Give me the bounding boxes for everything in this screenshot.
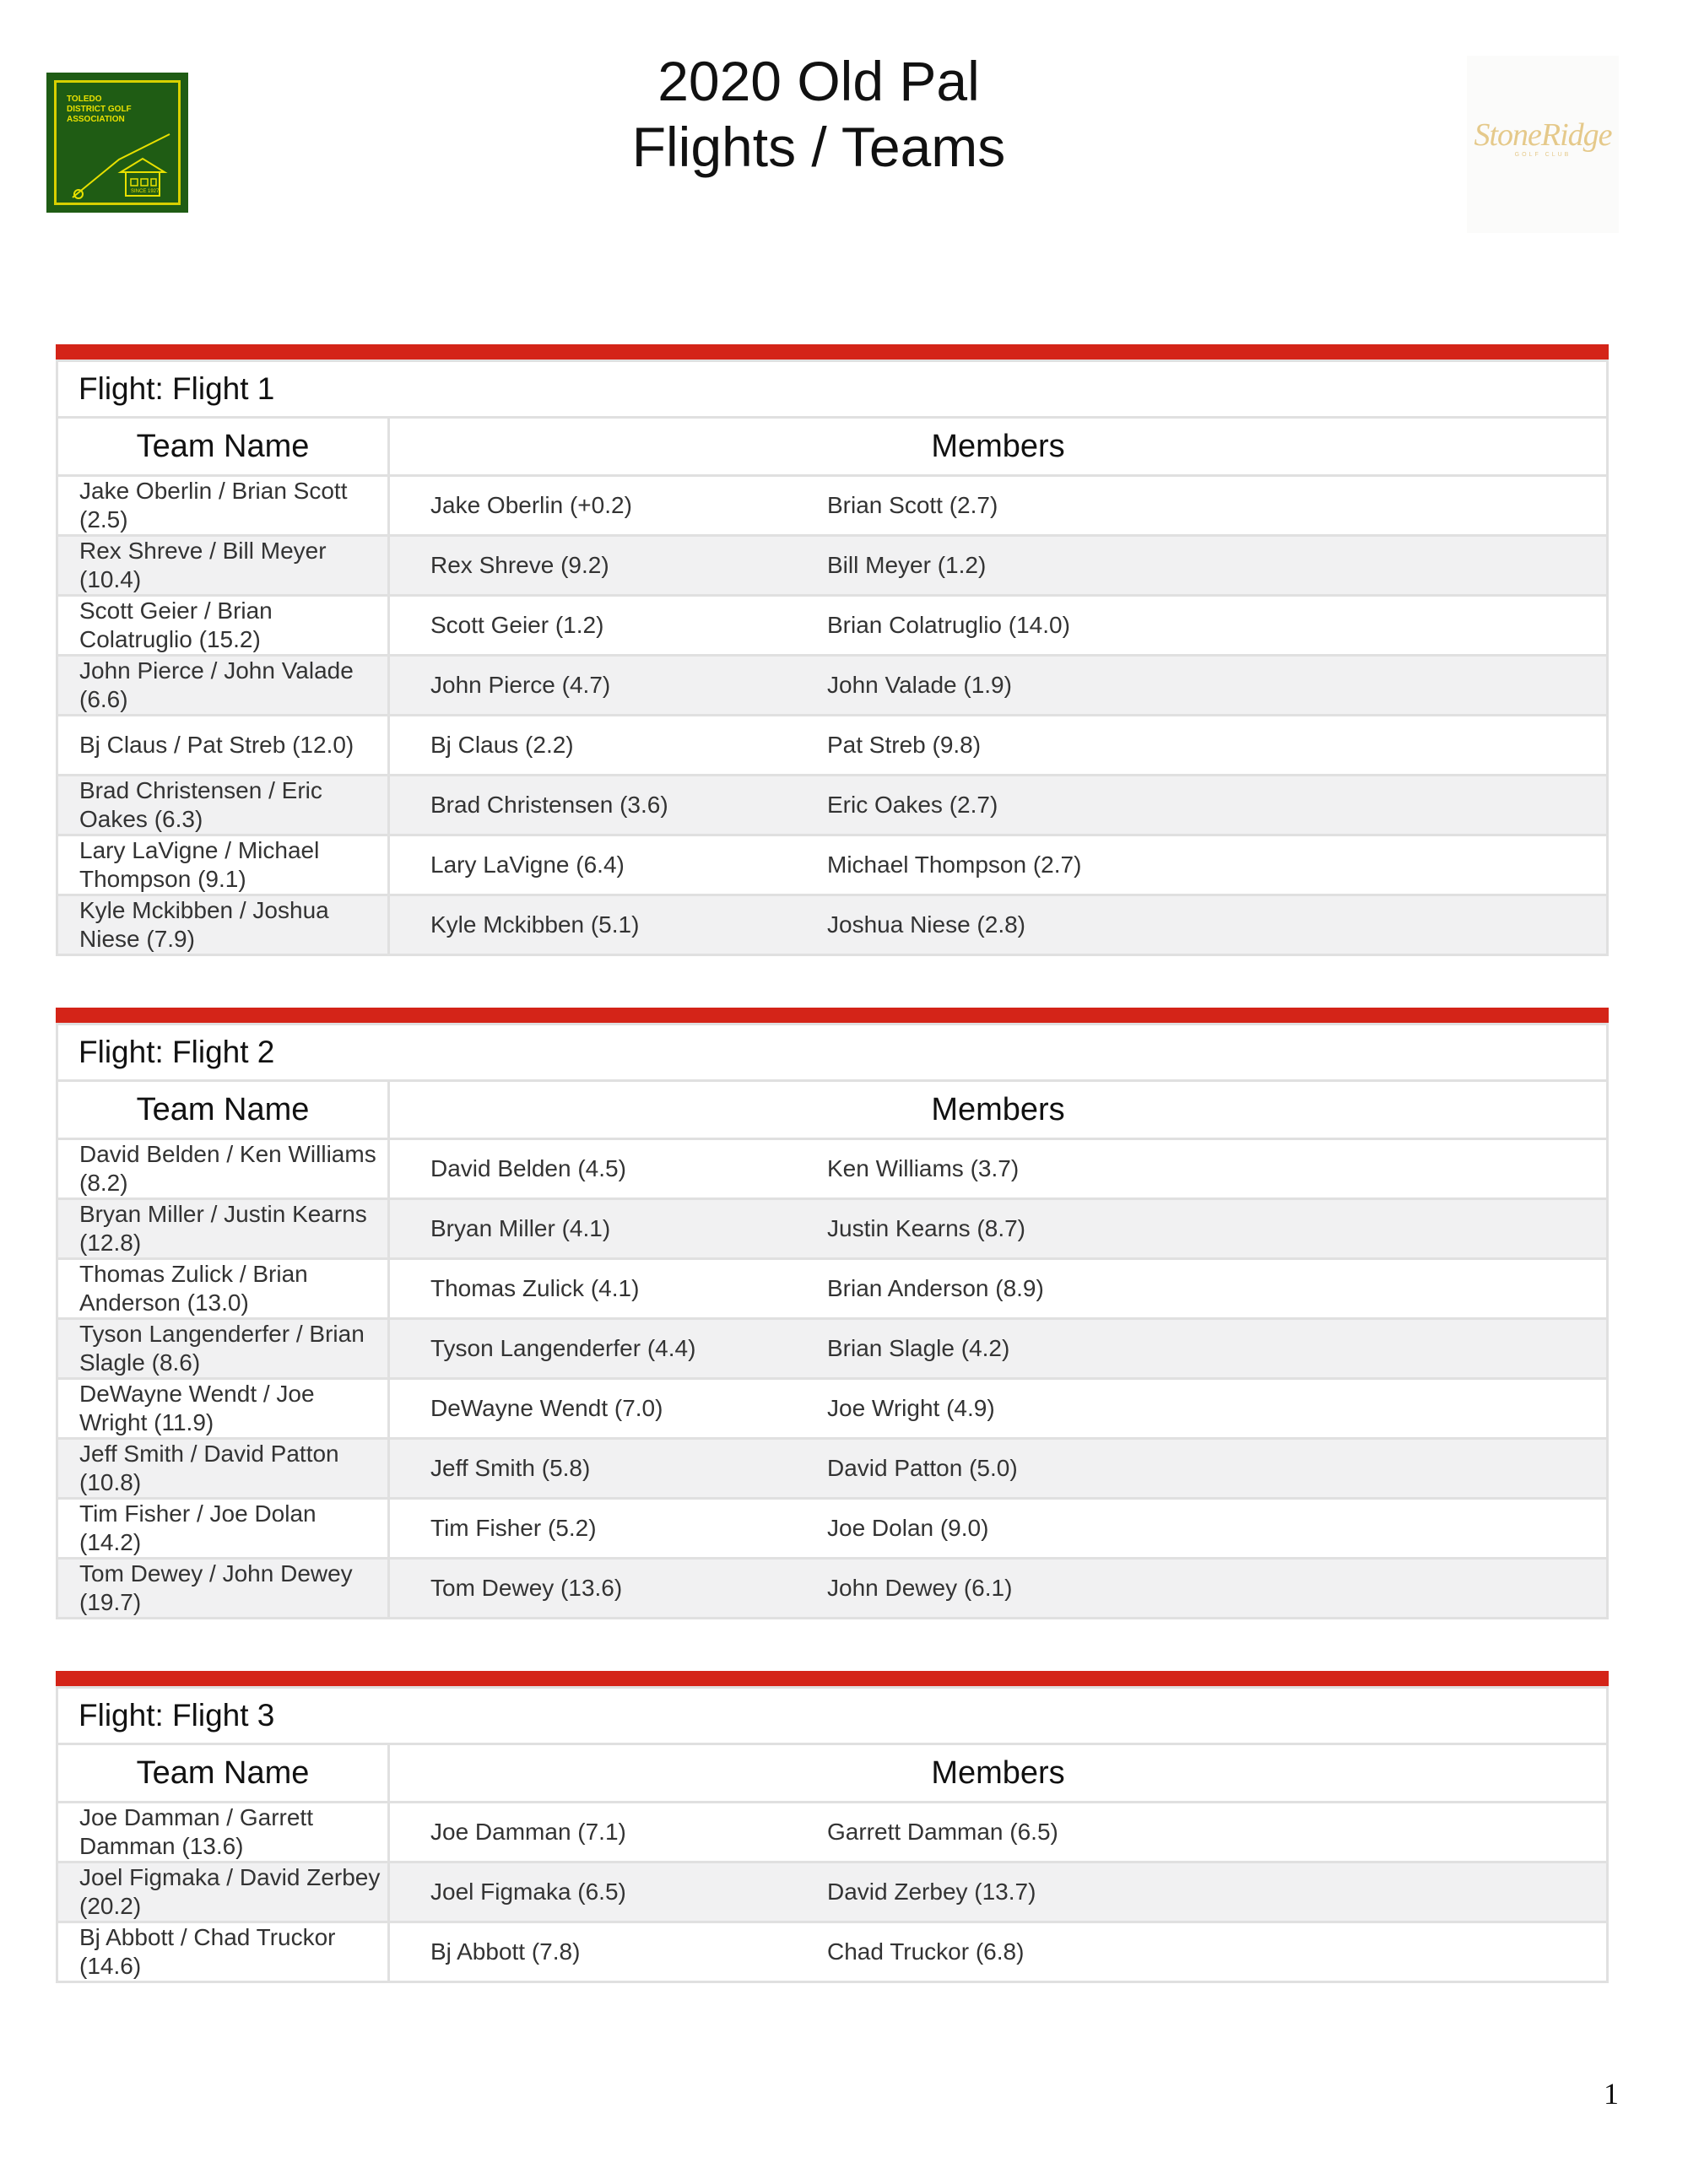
table-row — [57, 1922, 1608, 1982]
member-2: Brian Colatruglio (14.0) — [827, 612, 1070, 638]
member-1: Lary LaVigne (6.4) — [430, 851, 625, 878]
team-name: Thomas Zulick / Brian Anderson (13.0) — [57, 1259, 389, 1319]
table-row — [57, 895, 1608, 955]
team-name: Bj Claus / Pat Streb (12.0) — [57, 716, 389, 776]
flight-divider-bar — [56, 344, 1609, 359]
team-name-header: Team Name — [57, 418, 389, 476]
table-row — [57, 596, 1608, 656]
stoneridge-logo — [1467, 56, 1619, 233]
team-name: Joe Damman / Garrett Damman (13.6) — [57, 1803, 389, 1862]
team-name: Kyle Mckibben / Joshua Niese (7.9) — [57, 895, 389, 955]
team-name: Tom Dewey / John Dewey (19.7) — [57, 1559, 389, 1619]
member-1: Rex Shreve (9.2) — [430, 552, 609, 578]
member-2: Brian Scott (2.7) — [827, 492, 998, 518]
table-row — [57, 476, 1608, 536]
team-name: Tim Fisher / Joe Dolan (14.2) — [57, 1499, 389, 1559]
flight-3-table — [56, 1686, 1609, 1983]
team-name-header: Team Name — [57, 1081, 389, 1139]
table-row — [57, 835, 1608, 895]
members-header: Members — [389, 1744, 1608, 1803]
table-row — [57, 1499, 1608, 1559]
member-2: Michael Thompson (2.7) — [827, 851, 1082, 878]
members-header: Members — [389, 1081, 1608, 1139]
table-row — [57, 1559, 1608, 1619]
member-2: Ken Williams (3.7) — [827, 1155, 1020, 1181]
member-1: Bryan Miller (4.1) — [430, 1215, 611, 1241]
member-1: Kyle Mckibben (5.1) — [430, 911, 640, 938]
member-2: Pat Streb (9.8) — [827, 732, 982, 758]
team-name: Bj Abbott / Chad Truckor (14.6) — [57, 1922, 389, 1982]
golfer-house-icon — [68, 130, 178, 206]
team-name: Lary LaVigne / Michael Thompson (9.1) — [57, 835, 389, 895]
table-row — [57, 1199, 1608, 1259]
team-name: Rex Shreve / Bill Meyer (10.4) — [57, 536, 389, 596]
flight-divider-bar — [56, 1671, 1609, 1686]
member-1: Jake Oberlin (+0.2) — [430, 492, 632, 518]
member-2: John Valade (1.9) — [827, 672, 1012, 698]
team-name: Scott Geier / Brian Colatruglio (15.2) — [57, 596, 389, 656]
member-2: Eric Oakes (2.7) — [827, 792, 998, 818]
flight-title: Flight: Flight 1 — [57, 361, 1608, 418]
member-1: Tim Fisher (5.2) — [430, 1515, 597, 1541]
member-2: David Zerbey (13.7) — [827, 1879, 1036, 1905]
tdga-logo-text: TOLEDO DISTRICT GOLF ASSOCIATION — [67, 95, 132, 124]
stoneridge-logo-text: StoneRidge — [1474, 117, 1612, 153]
page-title-line2: Flights / Teams — [631, 116, 1006, 178]
flight-2-table — [56, 1023, 1609, 1619]
tdga-logo — [46, 73, 188, 213]
member-2: John Dewey (6.1) — [827, 1575, 1013, 1601]
members-header: Members — [389, 418, 1608, 476]
flight-divider-bar — [56, 1008, 1609, 1023]
flight-1-section — [56, 344, 1609, 956]
table-row — [57, 1803, 1608, 1862]
table-row — [57, 656, 1608, 716]
member-1: Scott Geier (1.2) — [430, 612, 604, 638]
team-name: David Belden / Ken Williams (8.2) — [57, 1139, 389, 1199]
member-2: Chad Truckor (6.8) — [827, 1938, 1025, 1965]
flight-3-section — [56, 1671, 1609, 1983]
member-1: Brad Christensen (3.6) — [430, 792, 668, 818]
team-name-header: Team Name — [57, 1744, 389, 1803]
member-1: John Pierce (4.7) — [430, 672, 611, 698]
team-name: Joel Figmaka / David Zerbey (20.2) — [57, 1862, 389, 1922]
member-2: Justin Kearns (8.7) — [827, 1215, 1025, 1241]
member-2: Joshua Niese (2.8) — [827, 911, 1026, 938]
table-row — [57, 1379, 1608, 1439]
member-2: Brian Slagle (4.2) — [827, 1335, 1010, 1361]
member-1: Joe Damman (7.1) — [430, 1819, 626, 1845]
tdga-logo-since: SINCE 1927 — [131, 189, 160, 194]
flight-2-section — [56, 1008, 1609, 1619]
team-name: Tyson Langenderfer / Brian Slagle (8.6) — [57, 1319, 389, 1379]
member-1: David Belden (4.5) — [430, 1155, 626, 1181]
team-name: Brad Christensen / Eric Oakes (6.3) — [57, 776, 389, 835]
member-1: Tom Dewey (13.6) — [430, 1575, 623, 1601]
member-1: Bj Claus (2.2) — [430, 732, 574, 758]
stoneridge-logo-sub: GOLF CLUB — [1514, 152, 1572, 158]
table-row — [57, 536, 1608, 596]
table-row — [57, 1319, 1608, 1379]
table-row — [57, 776, 1608, 835]
page-title-line1: 2020 Old Pal — [657, 50, 980, 112]
member-2: David Patton (5.0) — [827, 1455, 1018, 1481]
member-1: Jeff Smith (5.8) — [430, 1455, 591, 1481]
flight-1-table — [56, 359, 1609, 956]
member-1: Thomas Zulick (4.1) — [430, 1275, 640, 1301]
team-name: Jeff Smith / David Patton (10.8) — [57, 1439, 389, 1499]
member-1: DeWayne Wendt (7.0) — [430, 1395, 663, 1421]
table-row — [57, 1139, 1608, 1199]
table-row — [57, 1862, 1608, 1922]
member-2: Bill Meyer (1.2) — [827, 552, 987, 578]
table-row — [57, 1439, 1608, 1499]
flight-title: Flight: Flight 2 — [57, 1024, 1608, 1081]
member-1: Bj Abbott (7.8) — [430, 1938, 581, 1965]
member-1: Tyson Langenderfer (4.4) — [430, 1335, 696, 1361]
member-1: Joel Figmaka (6.5) — [430, 1879, 626, 1905]
member-2: Garrett Damman (6.5) — [827, 1819, 1058, 1845]
team-name: Jake Oberlin / Brian Scott (2.5) — [57, 476, 389, 536]
team-name: DeWayne Wendt / Joe Wright (11.9) — [57, 1379, 389, 1439]
member-2: Joe Wright (4.9) — [827, 1395, 995, 1421]
team-name: Bryan Miller / Justin Kearns (12.8) — [57, 1199, 389, 1259]
table-row — [57, 716, 1608, 776]
member-2: Joe Dolan (9.0) — [827, 1515, 989, 1541]
team-name: John Pierce / John Valade (6.6) — [57, 656, 389, 716]
member-2: Brian Anderson (8.9) — [827, 1275, 1044, 1301]
page-number: 1 — [1604, 2077, 1619, 2111]
flight-title: Flight: Flight 3 — [57, 1688, 1608, 1744]
table-row — [57, 1259, 1608, 1319]
